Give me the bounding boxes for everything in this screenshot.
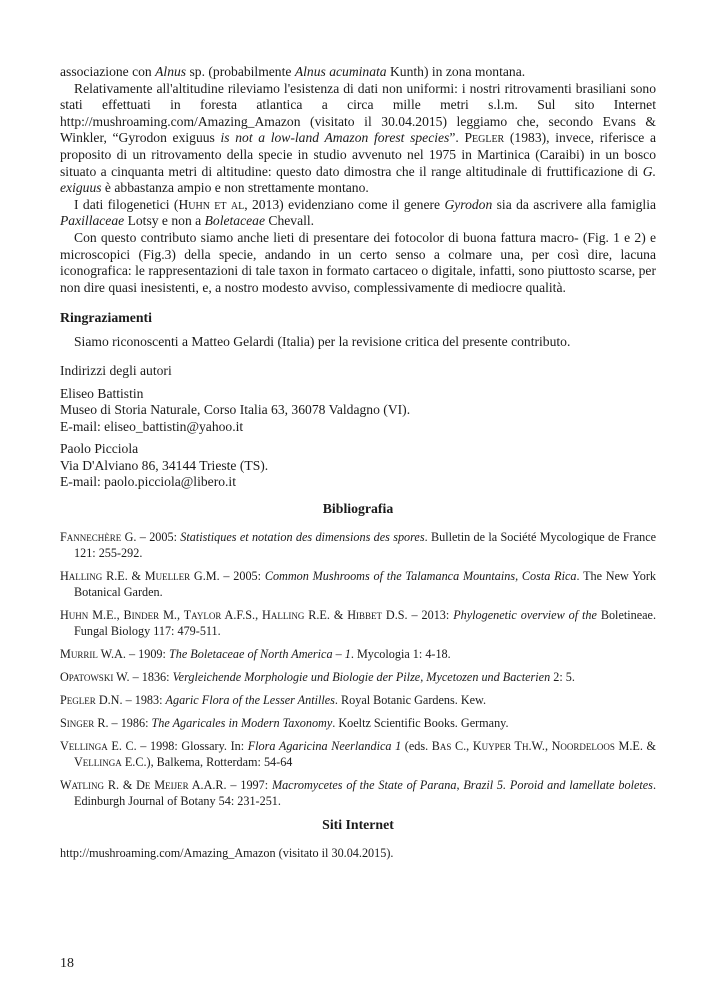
reference-year: – 1836: bbox=[129, 670, 173, 685]
reference-title: Macromycetes of the State of Parana, Brazil 5. Poroid and lamellate boletes bbox=[271, 778, 653, 793]
authors-heading: Indirizzi degli autori bbox=[60, 362, 172, 378]
bibliography-entry bbox=[60, 738, 656, 770]
author-smallcaps: Huhn et al bbox=[178, 196, 245, 212]
text-italic: Paxillaceae bbox=[60, 213, 125, 229]
reference-source: . Koeltz Scientific Books. Germany. bbox=[332, 716, 509, 731]
page-body bbox=[60, 64, 656, 868]
reference-year: – 1997: bbox=[226, 778, 272, 793]
reference-source: . Mycologia 1: 4-18. bbox=[350, 647, 451, 662]
reference-author: Halling R.E. & Mueller G.M. bbox=[60, 569, 220, 584]
paragraph-3 bbox=[60, 197, 656, 230]
reference-source: . Bulletin de la Société Mycologique de France 121: 255-292. bbox=[74, 530, 657, 561]
text-italic: Gyrodon bbox=[444, 196, 493, 212]
text: I dati filogenetici ( bbox=[74, 196, 179, 212]
author-1-email: E-mail: eliseo_battistin@yahoo.it bbox=[60, 418, 244, 434]
text-italic: Boletaceae bbox=[204, 213, 265, 229]
text: ”. bbox=[449, 130, 465, 146]
text: sia da ascrivere alla famiglia bbox=[492, 196, 657, 212]
reference-author: Pegler D.N. bbox=[60, 693, 123, 708]
text-italic: is not a low-land Amazon forest species bbox=[220, 130, 450, 146]
reference-source: M.E. & bbox=[614, 739, 656, 754]
page-number: 18 bbox=[60, 956, 74, 971]
reference-source: . The New York Botanical Garden. bbox=[74, 569, 656, 600]
author-1-name: Eliseo Battistin bbox=[60, 385, 144, 401]
reference-author: Huhn M.E., Binder M., Taylor A.F.S., Halling R.E. & Hibbet D.S. bbox=[60, 608, 408, 623]
text: , 2013) evidenziano come il genere bbox=[244, 196, 445, 212]
reference-title: Agaric Flora of the Lesser Antilles bbox=[165, 693, 335, 708]
reference-author: Vellinga E. C. bbox=[60, 739, 137, 754]
reference-title: The Boletaceae of North America – 1 bbox=[168, 647, 351, 662]
text-italic: Alnus acuminata bbox=[294, 64, 387, 79]
acknowledgements-heading: Ringraziamenti bbox=[60, 310, 152, 326]
bibliography-entry bbox=[60, 607, 656, 639]
paragraph-2 bbox=[60, 81, 656, 197]
reference-author: Murril W.A. bbox=[60, 647, 126, 662]
reference-editors: Bas C., Kuyper Th.W., Noordeloos bbox=[431, 739, 615, 754]
reference-title: The Agaricales in Modern Taxonomy bbox=[151, 716, 333, 731]
reference-editors: Vellinga E.C. bbox=[74, 755, 147, 770]
reference-author: Opatowski W. bbox=[60, 670, 130, 685]
websites-heading: Siti Internet bbox=[322, 817, 394, 833]
reference-source: 2: 5. bbox=[550, 670, 575, 685]
bibliography-entry bbox=[60, 646, 656, 662]
reference-year: – 1909: bbox=[125, 647, 169, 662]
author-smallcaps: Pegler bbox=[464, 130, 505, 146]
reference-title: Common Mushrooms of the Talamanca Mountains, Costa Rica bbox=[264, 569, 577, 584]
paragraph-4: Con questo contributo siamo anche lieti di presentare dei fotocolor di buona fattura macro- (Fig. 1 e 2) e microscopici (Fig.3) della specie, andando in un certo senso a colmare una, per così dire, lacuna iconografica: le rappresentazioni di tale taxon in formato cartaceo o digitale, infatti, sono piuttosto scarse, per non dire quasi inesistenti, e, a nostro modesto avviso, complessivamente di mediocre qualità. bbox=[60, 229, 656, 295]
bibliography-entry bbox=[60, 692, 656, 708]
text: Lotsy e non a bbox=[124, 213, 205, 229]
reference-author: Singer R. bbox=[60, 716, 109, 731]
author-2-email: E-mail: paolo.picciola@libero.it bbox=[60, 474, 236, 490]
author-1-address: Museo di Storia Naturale, Corso Italia 63, 36078 Valdagno (VI). bbox=[60, 402, 411, 418]
reference-title: Phylogenetic overview of the bbox=[453, 608, 597, 623]
reference-author: Fannechère G. bbox=[60, 530, 137, 545]
reference-source: ), Balkema, Rotterdam: 54-64 bbox=[146, 755, 293, 770]
text-italic: G. exiguus bbox=[60, 163, 656, 196]
bibliography-entry bbox=[60, 529, 656, 561]
text: (1983), invece, riferisce a proposito di un ritrovamento della specie in studio avvenuto nel 1975 in Martinica (Caraibi) in un bosco situato a cinquanta metri di altitudine: questo dato dimostra che il range altitudinale di fruttificazione di bbox=[60, 130, 656, 179]
reference-year: – 1983: bbox=[122, 693, 166, 708]
reference-source: Boletineae. Fungal Biology 117: 479-511. bbox=[74, 608, 656, 639]
reference-title: Statistiques et notation des dimensions des spores bbox=[180, 530, 425, 545]
acknowledgements-text: Siamo riconoscenti a Matteo Gelardi (Italia) per la revisione critica del presente contributo. bbox=[74, 334, 571, 350]
reference-source: . Edinburgh Journal of Botany 54: 231-251. bbox=[74, 778, 656, 809]
reference-year: – 2005: bbox=[219, 569, 265, 584]
bibliography-entry bbox=[60, 568, 656, 600]
bibliography-entry bbox=[60, 715, 656, 731]
bibliography-entry bbox=[60, 777, 656, 809]
reference-year: – 1998: Glossary. In: bbox=[136, 739, 248, 754]
website-entry: http://mushroaming.com/Amazing_Amazon (visitato il 30.04.2015). bbox=[60, 846, 394, 861]
reference-year: – 2013: bbox=[407, 608, 454, 623]
text: Chevall. bbox=[264, 213, 315, 229]
reference-year: – 1986: bbox=[108, 716, 152, 731]
reference-title: Vergleichende Morphologie und Biologie der Pilze, Mycetozen und Bacterien bbox=[172, 670, 551, 685]
bibliography-heading: Bibliografia bbox=[322, 501, 394, 517]
reference-source: . Royal Botanic Gardens. Kew. bbox=[334, 693, 487, 708]
paragraph-1 bbox=[60, 64, 656, 81]
text: Relativamente all'altitudine rileviamo l'esistenza di dati non uniformi: i nostri ritrovamenti brasiliani sono stati effettuati in foresta atlantica a circa mille metri s.l.m. Sul sito Internet http://mushroaming.com/Amazing_Amazon (visitato il 30.04.2015) leggiamo che, secondo Evans & Winkler, “Gyrodon exiguus bbox=[60, 80, 656, 146]
text: associazione con bbox=[60, 64, 156, 79]
bibliography-entry bbox=[60, 669, 656, 685]
text: Kunth) in zona montana. bbox=[386, 64, 526, 79]
reference-year: – 2005: bbox=[136, 530, 181, 545]
text-italic: Alnus bbox=[155, 64, 187, 79]
text: sp. (probabilmente bbox=[186, 64, 295, 79]
author-2-name: Paolo Picciola bbox=[60, 441, 139, 457]
reference-source: (eds. bbox=[401, 739, 432, 754]
reference-title: Flora Agaricina Neerlandica 1 bbox=[247, 739, 402, 754]
text: è abbastanza ampio e non strettamente montano. bbox=[101, 180, 369, 196]
reference-author: Watling R. & De Meijer A.A.R. bbox=[60, 778, 227, 793]
author-2-address: Via D'Alviano 86, 34144 Trieste (TS). bbox=[60, 457, 269, 473]
